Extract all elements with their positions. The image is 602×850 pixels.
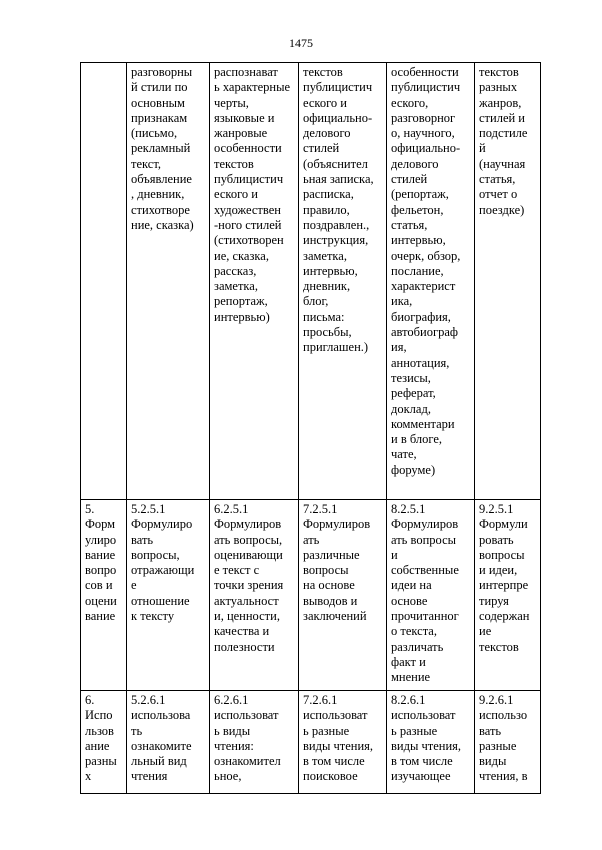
table-cell: 8.2.6.1 использоват ь разные виды чтения, в том числе изучающее	[387, 691, 475, 794]
table-row	[81, 500, 541, 691]
page-number: 1475	[289, 36, 313, 50]
table-cell: 6.2.5.1 Формулиров ать вопросы, оценивающи е текст с точки зрения актуальност и, ценности, качества и полезности	[210, 500, 299, 691]
table-cell: 7.2.6.1 использоват ь разные виды чтения, в том числе поисковое	[299, 691, 387, 794]
table-cell: текстов разных жанров, стилей и подстиле й (научная статья, отчет о поездке)	[475, 63, 541, 500]
table-cell: 6.2.6.1 использоват ь виды чтения: ознакомител ьное,	[210, 691, 299, 794]
table-cell: текстов публицистич еского и официально- делового стилей (объяснител ьная записка, расписка, правило, поздравлен., инструкция, заметка, интервью, дневник, блог, письма: просьбы, приглашен.)	[299, 63, 387, 500]
table-cell: 9.2.5.1 Формули ровать вопросы и идеи, интерпре тируя содержан ие текстов	[475, 500, 541, 691]
table-row	[81, 63, 541, 500]
table-cell	[81, 63, 127, 500]
table-cell: 5.2.5.1 Формулиро вать вопросы, отражающи е отношение к тексту	[127, 500, 210, 691]
table-cell: разговорны й стили по основным признакам (письмо, рекламный текст, объявление , дневник, стихотворе ние, сказка)	[127, 63, 210, 500]
table-cell: особенности публицистич еского, разговорног о, научного, официально- делового стилей (репортаж, фельетон, статья, интервью, очерк, обзор, послание, характерист ика, биография, автобиограф ия, аннотация, тезисы, реферат, доклад, комментари и в блоге, чате, форуме)	[387, 63, 475, 500]
table-cell: 8.2.5.1 Формулиров ать вопросы и собственные идеи на основе прочитанног о текста, различать факт и мнение	[387, 500, 475, 691]
table-cell: 5.2.6.1 использова ть ознакомите льный вид чтения	[127, 691, 210, 794]
standards-table	[80, 62, 541, 794]
table-cell: 7.2.5.1 Формулиров ать различные вопросы на основе выводов и заключений	[299, 500, 387, 691]
table-cell: 5. Форм улиро вание вопро сов и оцени вание	[81, 500, 127, 691]
table-cell: 6. Испо льзов ание разны х	[81, 691, 127, 794]
table-cell: распознават ь характерные черты, языковые и жанровые особенности текстов публицистич еского и художествен -ного стилей (стихотворен ие, сказка, рассказ, заметка, репортаж, интервью)	[210, 63, 299, 500]
table-row	[81, 691, 541, 794]
table-cell: 9.2.6.1 использо вать разные виды чтения, в	[475, 691, 541, 794]
